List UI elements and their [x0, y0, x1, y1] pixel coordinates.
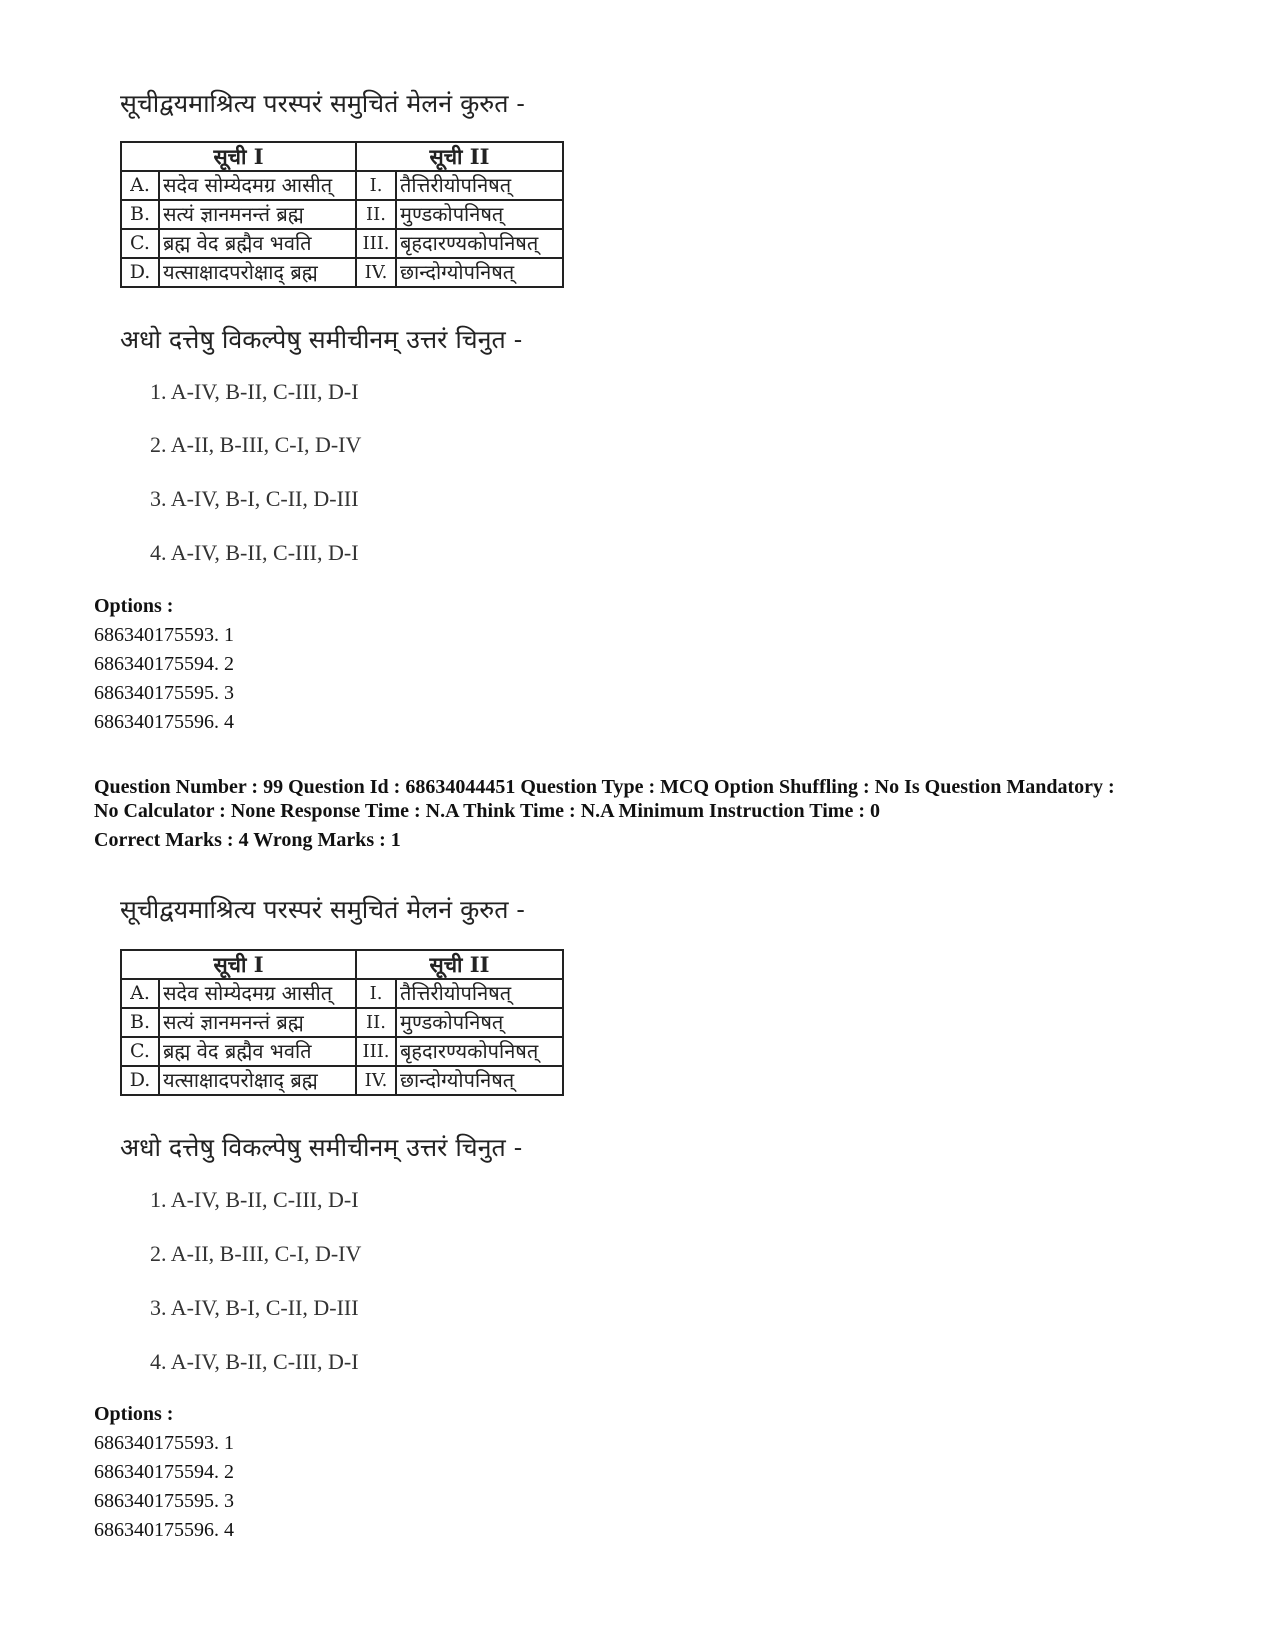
choice-1: 1. A-IV, B-II, C-III, D-I: [150, 1187, 359, 1212]
table-row: [121, 1037, 563, 1066]
row-key: C.: [121, 229, 159, 258]
row-key: B.: [121, 200, 159, 229]
row-list-2-value: बृहदारण्यकोपनिषत्: [396, 1037, 563, 1066]
table-row: [121, 979, 563, 1008]
row-list-1-value: सत्यं ज्ञानमनन्तं ब्रह्म: [159, 1008, 356, 1037]
row-key: A.: [121, 979, 159, 1008]
row-key-2: IV.: [356, 1066, 396, 1095]
row-list-2-value: छान्दोग्योपनिषत्: [396, 1066, 563, 1095]
option-id-3: 686340175595. 3: [94, 1490, 234, 1512]
options-title: Options :: [94, 1403, 174, 1425]
row-key: A.: [121, 171, 159, 200]
match-table: [120, 949, 564, 1096]
list-2-header: सूची II: [356, 142, 563, 171]
question-meta-line-1: Question Number : 99 Question Id : 68634044451 Question Type : MCQ Option Shuffling : No Is Question Mandatory :: [94, 776, 1115, 798]
question-heading: सूचीद्वयमाश्रित्य परस्परं समुचितं मेलनं कुरुत -: [120, 895, 525, 924]
options-title: Options :: [94, 595, 174, 617]
option-id-4: 686340175596. 4: [94, 1519, 234, 1541]
row-list-1-value: सदेव सोम्येदमग्र आसीत्: [159, 979, 356, 1008]
list-1-header: सूची I: [121, 950, 356, 979]
question-meta-line-2: No Calculator : None Response Time : N.A Think Time : N.A Minimum Instruction Time : 0: [94, 800, 880, 822]
row-list-2-value: मुण्डकोपनिषत्: [396, 1008, 563, 1037]
table-header-row: [121, 950, 563, 979]
row-key: D.: [121, 1066, 159, 1095]
row-key: B.: [121, 1008, 159, 1037]
row-key-2: III.: [356, 229, 396, 258]
row-key: D.: [121, 258, 159, 287]
table-row: [121, 171, 563, 200]
row-list-1-value: यत्साक्षादपरोक्षाद् ब्रह्म: [159, 258, 356, 287]
choice-3: 3. A-IV, B-I, C-II, D-III: [150, 1295, 359, 1320]
option-id-4: 686340175596. 4: [94, 711, 234, 733]
row-list-2-value: बृहदारण्यकोपनिषत्: [396, 229, 563, 258]
table-row: [121, 258, 563, 287]
table-row: [121, 1066, 563, 1095]
row-key-2: IV.: [356, 258, 396, 287]
answer-prompt: अधो दत्तेषु विकल्पेषु समीचीनम् उत्तरं चिनुत -: [120, 1133, 523, 1162]
row-list-2-value: तैत्तिरीयोपनिषत्: [396, 979, 563, 1008]
choice-4: 4. A-IV, B-II, C-III, D-I: [150, 1349, 359, 1374]
row-list-1-value: ब्रह्म वेद ब्रह्मैव भवति: [159, 229, 356, 258]
question-marks: Correct Marks : 4 Wrong Marks : 1: [94, 829, 401, 851]
table-row: [121, 229, 563, 258]
row-key-2: I.: [356, 171, 396, 200]
list-2-header: सूची II: [356, 950, 563, 979]
choice-2: 2. A-II, B-III, C-I, D-IV: [150, 432, 362, 457]
answer-prompt: अधो दत्तेषु विकल्पेषु समीचीनम् उत्तरं चिनुत -: [120, 325, 523, 354]
option-id-2: 686340175594. 2: [94, 653, 234, 675]
table-row: [121, 1008, 563, 1037]
choice-1: 1. A-IV, B-II, C-III, D-I: [150, 379, 359, 404]
row-list-1-value: ब्रह्म वेद ब्रह्मैव भवति: [159, 1037, 356, 1066]
row-key-2: I.: [356, 979, 396, 1008]
choice-3: 3. A-IV, B-I, C-II, D-III: [150, 486, 359, 511]
row-list-2-value: मुण्डकोपनिषत्: [396, 200, 563, 229]
option-id-1: 686340175593. 1: [94, 624, 234, 646]
choice-2: 2. A-II, B-III, C-I, D-IV: [150, 1241, 362, 1266]
row-list-2-value: तैत्तिरीयोपनिषत्: [396, 171, 563, 200]
list-1-header: सूची I: [121, 142, 356, 171]
row-key-2: II.: [356, 200, 396, 229]
option-id-3: 686340175595. 3: [94, 682, 234, 704]
question-heading: सूचीद्वयमाश्रित्य परस्परं समुचितं मेलनं कुरुत -: [120, 89, 525, 118]
choice-4: 4. A-IV, B-II, C-III, D-I: [150, 540, 359, 565]
row-list-1-value: सदेव सोम्येदमग्र आसीत्: [159, 171, 356, 200]
row-key-2: III.: [356, 1037, 396, 1066]
row-list-1-value: यत्साक्षादपरोक्षाद् ब्रह्म: [159, 1066, 356, 1095]
row-list-1-value: सत्यं ज्ञानमनन्तं ब्रह्म: [159, 200, 356, 229]
option-id-2: 686340175594. 2: [94, 1461, 234, 1483]
option-id-1: 686340175593. 1: [94, 1432, 234, 1454]
row-key: C.: [121, 1037, 159, 1066]
row-key-2: II.: [356, 1008, 396, 1037]
table-header-row: [121, 142, 563, 171]
table-row: [121, 200, 563, 229]
match-table: [120, 141, 564, 288]
row-list-2-value: छान्दोग्योपनिषत्: [396, 258, 563, 287]
